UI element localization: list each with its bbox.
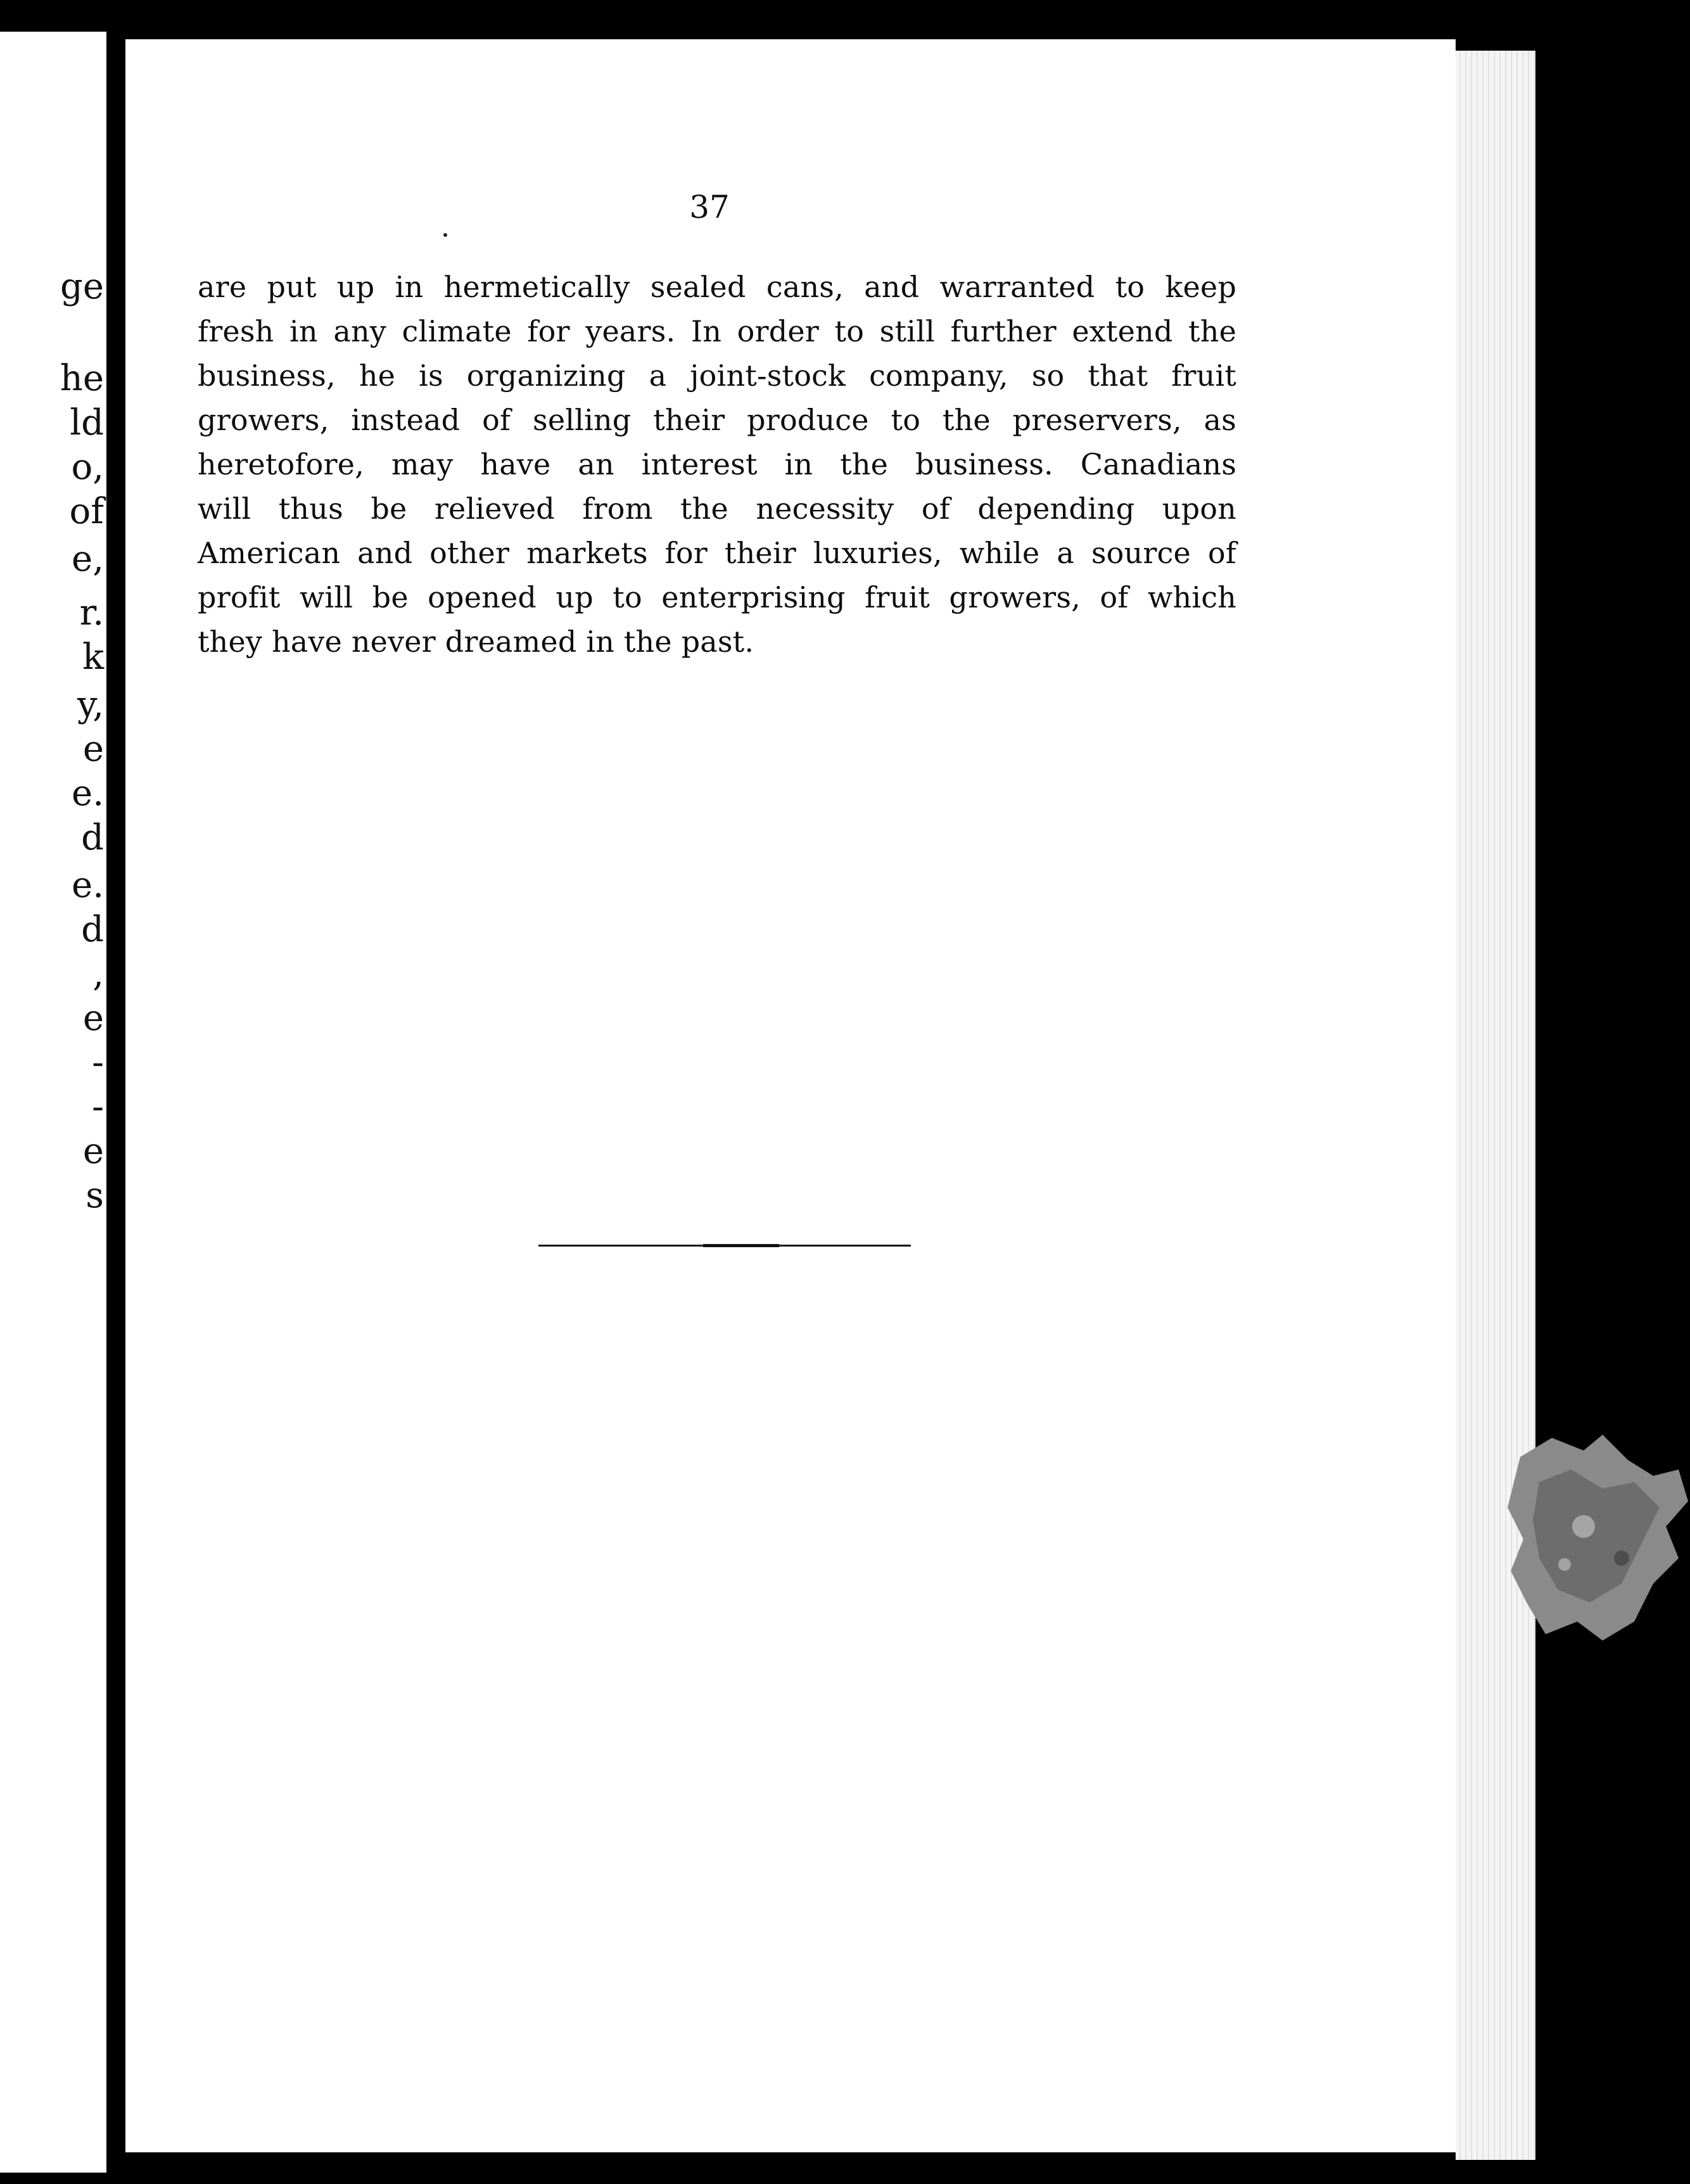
previous-page-fragment: o, bbox=[71, 447, 104, 488]
text-line: will thus be relieved from the necessity of depending upon bbox=[198, 492, 1236, 526]
text-line: profit will be opened up to enterprising fruit growers, of which bbox=[198, 580, 1236, 614]
previous-page-fragment: e bbox=[82, 998, 104, 1039]
text-line: growers, instead of selling their produce to the preservers, as bbox=[198, 403, 1236, 437]
previous-page-fragment: e bbox=[82, 1131, 104, 1172]
previous-page-edge bbox=[0, 32, 108, 2173]
page-edge-stack bbox=[1456, 51, 1535, 2160]
previous-page-fragment: of bbox=[69, 491, 104, 532]
previous-page-fragment: - bbox=[92, 1042, 104, 1083]
previous-page-fragment: - bbox=[92, 1086, 104, 1127]
text-line: they have never dreamed in the past. bbox=[198, 625, 754, 659]
previous-page-fragment: s bbox=[86, 1175, 104, 1216]
text-line: business, he is organizing a joint-stock company, so that fruit bbox=[198, 359, 1236, 393]
previous-page-fragment: d bbox=[81, 817, 104, 858]
text-line: are put up in hermetically sealed cans, and warranted to keep bbox=[198, 270, 1236, 304]
ink-speck bbox=[443, 233, 447, 237]
text-line: American and other markets for their luxuries, while a source of bbox=[198, 536, 1236, 570]
previous-page-fragment: e. bbox=[72, 865, 104, 906]
previous-page-fragment: he bbox=[60, 358, 104, 399]
previous-page-fragment: ld bbox=[70, 402, 104, 443]
previous-page-fragment: r. bbox=[79, 592, 104, 633]
previous-page-fragment: ge bbox=[60, 266, 104, 307]
text-line: fresh in any climate for years. In order to still further extend the bbox=[198, 314, 1236, 348]
previous-page-fragment: d bbox=[81, 909, 104, 950]
previous-page-fragment: e bbox=[82, 728, 104, 770]
previous-page-fragment: y, bbox=[77, 684, 104, 725]
torn-paper-fragment bbox=[1508, 1432, 1690, 1660]
previous-page-fragment: e, bbox=[72, 538, 104, 580]
text-line: heretofore, may have an interest in the business. Canadians bbox=[198, 447, 1236, 481]
previous-page-fragment: , bbox=[92, 953, 104, 994]
page-body-text bbox=[198, 265, 1236, 664]
previous-page-fragment: e. bbox=[72, 773, 104, 814]
previous-page-fragment: k bbox=[82, 637, 104, 678]
section-divider-rule-center bbox=[703, 1244, 779, 1247]
book-gutter bbox=[106, 25, 125, 2184]
page-number: 37 bbox=[689, 189, 730, 225]
